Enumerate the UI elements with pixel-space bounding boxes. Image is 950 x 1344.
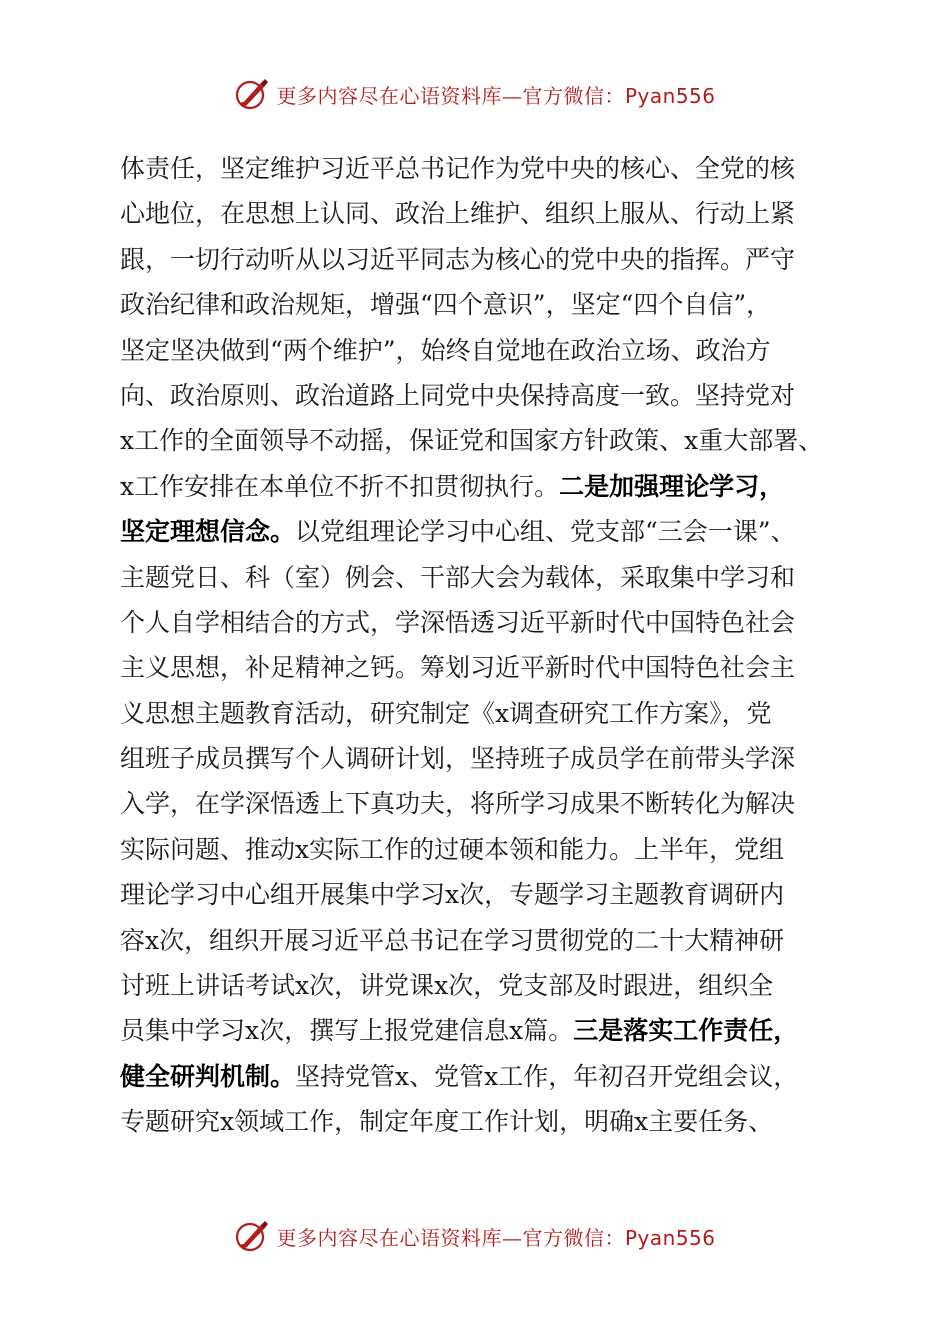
- text-line: [120, 418, 836, 463]
- text-line: [120, 328, 836, 373]
- bold-heading-segment: 坚定理想信念。: [120, 517, 296, 547]
- text-line: [120, 918, 836, 963]
- text-line: [120, 691, 836, 736]
- text-segment: 容x次，组织开展习近平总书记在学习贯彻党的二十大精神研: [120, 925, 785, 955]
- text-segment: 坚定坚决做到“两个维护”，始终自觉地在政治立场、政治方: [120, 335, 771, 365]
- text-line: [120, 827, 836, 872]
- text-line: [120, 1054, 836, 1099]
- text-segment: 理论学习中心组开展集中学习x次，专题学习主题教育调研内: [120, 880, 785, 910]
- text-line: [120, 600, 836, 645]
- text-segment: 主义思想，补足精神之钙。筹划习近平新时代中国特色社会主: [120, 653, 796, 683]
- text-segment: 跟，一切行动听从以习近平同志为核心的党中央的指挥。严守: [120, 244, 796, 274]
- text-line: [120, 1008, 836, 1053]
- document-body: [120, 146, 836, 1145]
- text-line: [120, 191, 836, 236]
- text-segment: 组班子成员撰写个人调研计划，坚持班子成员学在前带头学深: [120, 744, 796, 774]
- text-segment: x工作的全面领导不动摇，保证党和国家方针政策、x重大部署、: [120, 426, 824, 456]
- text-line: [120, 736, 836, 781]
- text-line: [120, 963, 836, 1008]
- text-line: [120, 1099, 836, 1144]
- text-line: [120, 645, 836, 690]
- text-segment: 体责任，坚定维护习近平总书记作为党中央的核心、全党的核: [120, 154, 796, 183]
- banner-text: 更多内容尽在心语资料库—官方微信：Pyan556: [276, 1225, 716, 1250]
- text-line: [120, 555, 836, 600]
- bold-heading-segment: 三是落实工作责任，: [573, 1016, 799, 1046]
- text-line: [120, 872, 836, 917]
- text-segment: 义思想主题教育活动，研究制定《x调查研究工作方案》，党: [120, 698, 772, 728]
- text-segment: 个人自学相结合的方式，学深悟透习近平新时代中国特色社会: [120, 607, 796, 637]
- text-line: [120, 282, 836, 327]
- text-line: [120, 464, 836, 509]
- text-segment: x工作安排在本单位不折不扣贯彻执行。: [120, 471, 560, 501]
- text-segment: 专题研究x领域工作，制定年度工作计划，明确x主要任务、: [120, 1107, 774, 1137]
- text-segment: 讨班上讲话考试x次，讲党课x次，党支部及时跟进，组织全: [120, 971, 774, 1001]
- text-segment: 入学，在学深悟透上下真功夫，将所学习成果不断转化为解决: [120, 789, 796, 819]
- text-segment: 主题党日、科（室）例会、干部大会为载体，采取集中学习和: [120, 562, 796, 592]
- text-segment: 坚持党管x、党管x工作，年初召开党组会议，: [295, 1061, 799, 1091]
- text-segment: 向、政治原则、政治道路上同党中央保持高度一致。坚持党对: [120, 380, 796, 410]
- banner-text: 更多内容尽在心语资料库—官方微信：Pyan556: [276, 83, 716, 108]
- footer-banner: [0, 1216, 950, 1256]
- bold-heading-segment: 二是加强理论学习，: [559, 471, 785, 501]
- text-segment: 政治纪律和政治规矩，增强“四个意识”，坚定“四个自信”，: [120, 290, 772, 320]
- pen-logo-icon: [234, 1218, 270, 1254]
- text-segment: 实际问题、推动x实际工作的过硬本领和能力。上半年，党组: [120, 834, 785, 864]
- header-banner: [0, 74, 950, 114]
- text-line: [120, 146, 836, 191]
- text-line: [120, 237, 836, 282]
- text-segment: 心地位，在思想上认同、政治上维护、组织上服从、行动上紧: [120, 199, 796, 229]
- text-line: [120, 509, 836, 554]
- text-segment: 以党组理论学习中心组、党支部“三会一课”、: [295, 517, 796, 547]
- text-line: [120, 373, 836, 418]
- pen-logo-icon: [234, 76, 270, 112]
- text-line: [120, 781, 836, 826]
- bold-heading-segment: 健全研判机制。: [120, 1061, 296, 1091]
- text-segment: 员集中学习x次，撰写上报党建信息x篇。: [120, 1016, 574, 1046]
